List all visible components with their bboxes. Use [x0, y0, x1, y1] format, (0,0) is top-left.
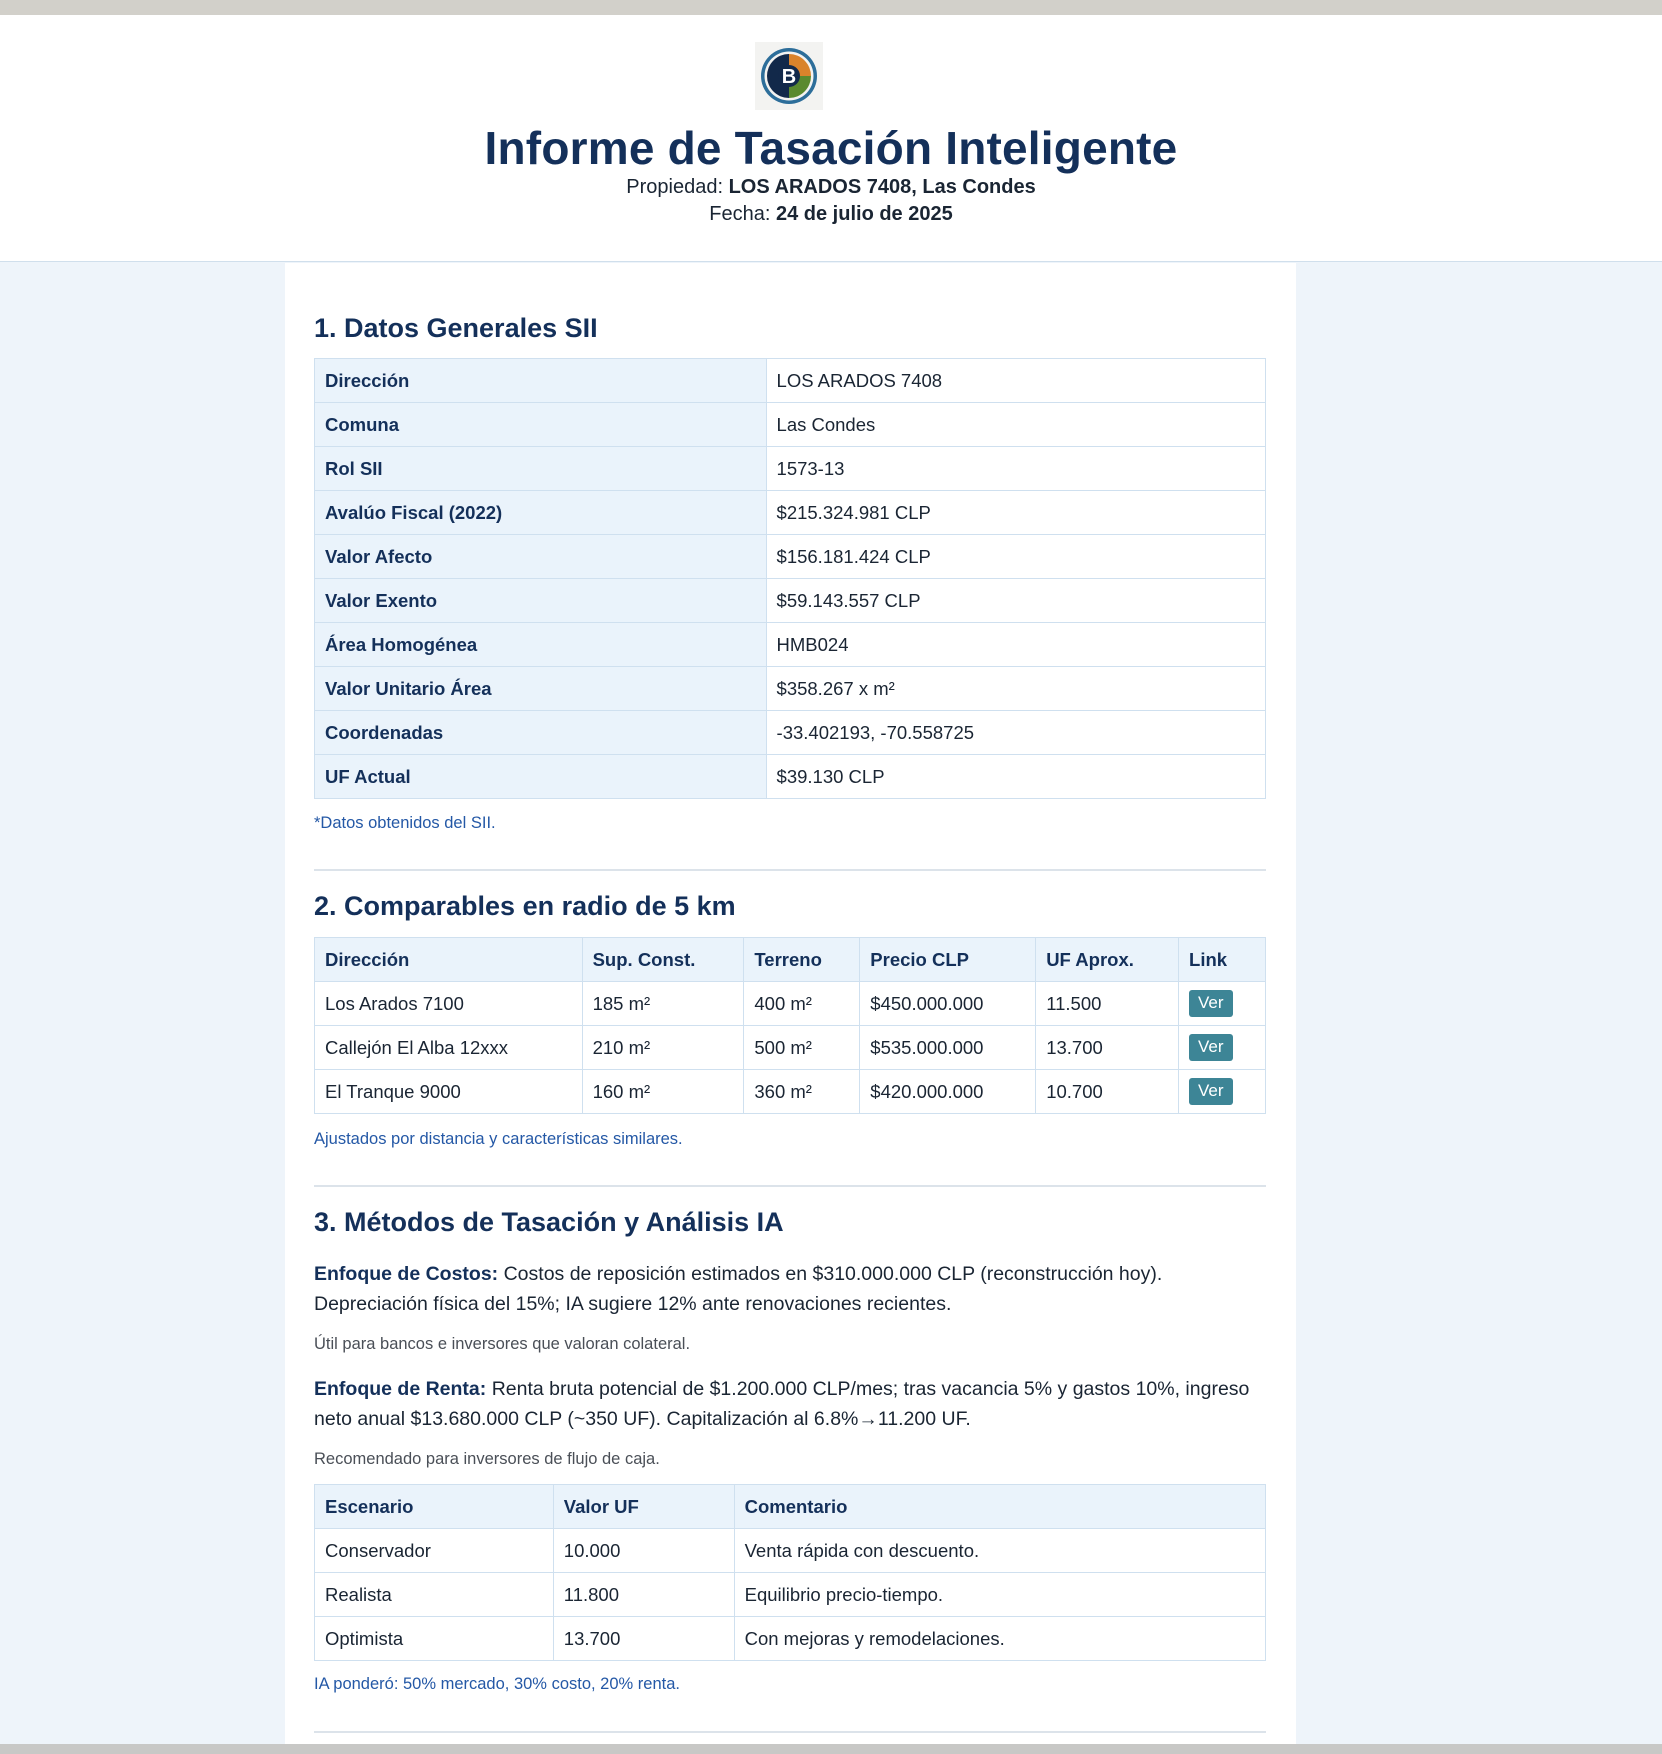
cell-terreno: 500 m² — [744, 1026, 860, 1070]
cost-approach-note: Útil para bancos e inversores que valoran colateral. — [314, 1335, 691, 1353]
col-header: Link — [1179, 938, 1266, 982]
table-row — [315, 579, 1266, 623]
window-bottom-bar — [0, 1744, 1662, 1754]
field-value: 1573-13 — [766, 447, 1265, 491]
section-2-title: 2. Comparables en radio de 5 km — [314, 891, 736, 921]
cell-sup: 185 m² — [582, 982, 744, 1026]
field-label: Valor Exento — [315, 579, 767, 623]
report-content — [285, 263, 1296, 1744]
cell-precio: $535.000.000 — [860, 1026, 1036, 1070]
table-row — [315, 623, 1266, 667]
property-label: Propiedad: — [626, 176, 724, 198]
cell-escenario: Realista — [315, 1573, 554, 1617]
property-value: LOS ARADOS 7408, Las Condes — [728, 176, 1036, 198]
table-row — [315, 1617, 1266, 1661]
income-approach-label: Enfoque de Renta: — [314, 1378, 487, 1400]
scenarios-header-row — [315, 1485, 1266, 1529]
field-value: $39.130 CLP — [766, 755, 1265, 799]
property-line — [0, 176, 1662, 199]
table-row — [315, 1573, 1266, 1617]
view-listing-button[interactable]: Ver — [1189, 1078, 1233, 1105]
cell-sup: 210 m² — [582, 1026, 744, 1070]
field-label: Rol SII — [315, 447, 767, 491]
cell-comentario: Venta rápida con descuento. — [734, 1529, 1265, 1573]
col-header: UF Aprox. — [1036, 938, 1179, 982]
cell-link — [1179, 982, 1266, 1026]
field-label: Valor Afecto — [315, 535, 767, 579]
table-row — [315, 403, 1266, 447]
section-3-title: 3. Métodos de Tasación y Análisis IA — [314, 1207, 784, 1237]
field-value: $156.181.424 CLP — [766, 535, 1265, 579]
table-row — [315, 711, 1266, 755]
cell-precio: $420.000.000 — [860, 1070, 1036, 1114]
section-divider — [314, 1185, 1266, 1187]
cell-comentario: Con mejoras y remodelaciones. — [734, 1617, 1265, 1661]
table-row — [315, 1026, 1266, 1070]
cell-link — [1179, 1026, 1266, 1070]
col-header: Escenario — [315, 1485, 554, 1529]
cost-approach-text: Costos de reposición estimados en $310.000.000 CLP (reconstrucción hoy). Depreciación física del 15%; IA sugiere 12% ante renovaciones recientes. — [314, 1263, 1163, 1315]
table-row — [315, 491, 1266, 535]
table-row — [315, 667, 1266, 711]
col-header: Comentario — [734, 1485, 1265, 1529]
table-row — [315, 535, 1266, 579]
sii-source-note: *Datos obtenidos del SII. — [314, 814, 496, 832]
cell-valor: 13.700 — [553, 1617, 734, 1661]
table-row — [315, 447, 1266, 491]
cost-approach-paragraph — [314, 1259, 1266, 1319]
cell-terreno: 400 m² — [744, 982, 860, 1026]
cell-comentario: Equilibrio precio-tiempo. — [734, 1573, 1265, 1617]
field-value: HMB024 — [766, 623, 1265, 667]
view-listing-button[interactable]: Ver — [1189, 1034, 1233, 1061]
table-row — [315, 1070, 1266, 1114]
table-row — [315, 1529, 1266, 1573]
field-label: Coordenadas — [315, 711, 767, 755]
income-approach-paragraph — [314, 1374, 1266, 1434]
cell-uf: 10.700 — [1036, 1070, 1179, 1114]
field-label: UF Actual — [315, 755, 767, 799]
cell-sup: 160 m² — [582, 1070, 744, 1114]
section-divider — [314, 1731, 1266, 1733]
cell-uf: 13.700 — [1036, 1026, 1179, 1070]
section-divider — [314, 869, 1266, 871]
cost-approach-label: Enfoque de Costos: — [314, 1263, 499, 1285]
field-label: Comuna — [315, 403, 767, 447]
field-label: Valor Unitario Área — [315, 667, 767, 711]
cell-valor: 11.800 — [553, 1573, 734, 1617]
field-value: Las Condes — [766, 403, 1265, 447]
field-value: -33.402193, -70.558725 — [766, 711, 1265, 755]
window-top-bar — [0, 0, 1662, 15]
comparables-table — [314, 937, 1266, 1114]
comparables-note: Ajustados por distancia y características similares. — [314, 1130, 683, 1148]
field-label: Avalúo Fiscal (2022) — [315, 491, 767, 535]
cell-escenario: Conservador — [315, 1529, 554, 1573]
field-value: $59.143.557 CLP — [766, 579, 1265, 623]
field-value: $358.267 x m² — [766, 667, 1265, 711]
cell-uf: 11.500 — [1036, 982, 1179, 1026]
table-row — [315, 982, 1266, 1026]
cell-direccion: Los Arados 7100 — [315, 982, 583, 1026]
col-header: Precio CLP — [860, 938, 1036, 982]
cell-precio: $450.000.000 — [860, 982, 1036, 1026]
col-header: Valor UF — [553, 1485, 734, 1529]
date-line — [0, 203, 1662, 226]
page-title: Informe de Tasación Inteligente — [484, 122, 1178, 174]
cell-valor: 10.000 — [553, 1529, 734, 1573]
cell-terreno: 360 m² — [744, 1070, 860, 1114]
income-approach-text: Renta bruta potencial de $1.200.000 CLP/mes; tras vacancia 5% y gastos 10%, ingreso neto anual $13.680.000 CLP (~350 UF). Capitalización al 6.8%→11.200 UF. — [314, 1378, 1250, 1430]
svg-text:B: B — [781, 66, 797, 88]
comparables-header-row — [315, 938, 1266, 982]
ai-weighting-note: IA ponderó: 50% mercado, 30% costo, 20% renta. — [314, 1675, 680, 1693]
col-header: Dirección — [315, 938, 583, 982]
field-label: Dirección — [315, 359, 767, 403]
brand-logo-icon — [760, 47, 818, 105]
date-value: 24 de julio de 2025 — [775, 203, 953, 225]
field-value: $215.324.981 CLP — [766, 491, 1265, 535]
scenarios-table — [314, 1484, 1266, 1661]
view-listing-button[interactable]: Ver — [1189, 990, 1233, 1017]
section-1-title: 1. Datos Generales SII — [314, 313, 598, 343]
col-header: Terreno — [744, 938, 860, 982]
col-header: Sup. Const. — [582, 938, 744, 982]
date-label: Fecha: — [709, 203, 771, 225]
cell-direccion: Callejón El Alba 12xxx — [315, 1026, 583, 1070]
table-row — [315, 755, 1266, 799]
report-header — [0, 15, 1662, 262]
cell-escenario: Optimista — [315, 1617, 554, 1661]
company-logo — [755, 42, 823, 110]
field-label: Área Homogénea — [315, 623, 767, 667]
table-row — [315, 359, 1266, 403]
sii-data-table — [314, 358, 1266, 799]
field-value: LOS ARADOS 7408 — [766, 359, 1265, 403]
cell-link — [1179, 1070, 1266, 1114]
income-approach-note: Recomendado para inversores de flujo de caja. — [314, 1450, 660, 1468]
cell-direccion: El Tranque 9000 — [315, 1070, 583, 1114]
